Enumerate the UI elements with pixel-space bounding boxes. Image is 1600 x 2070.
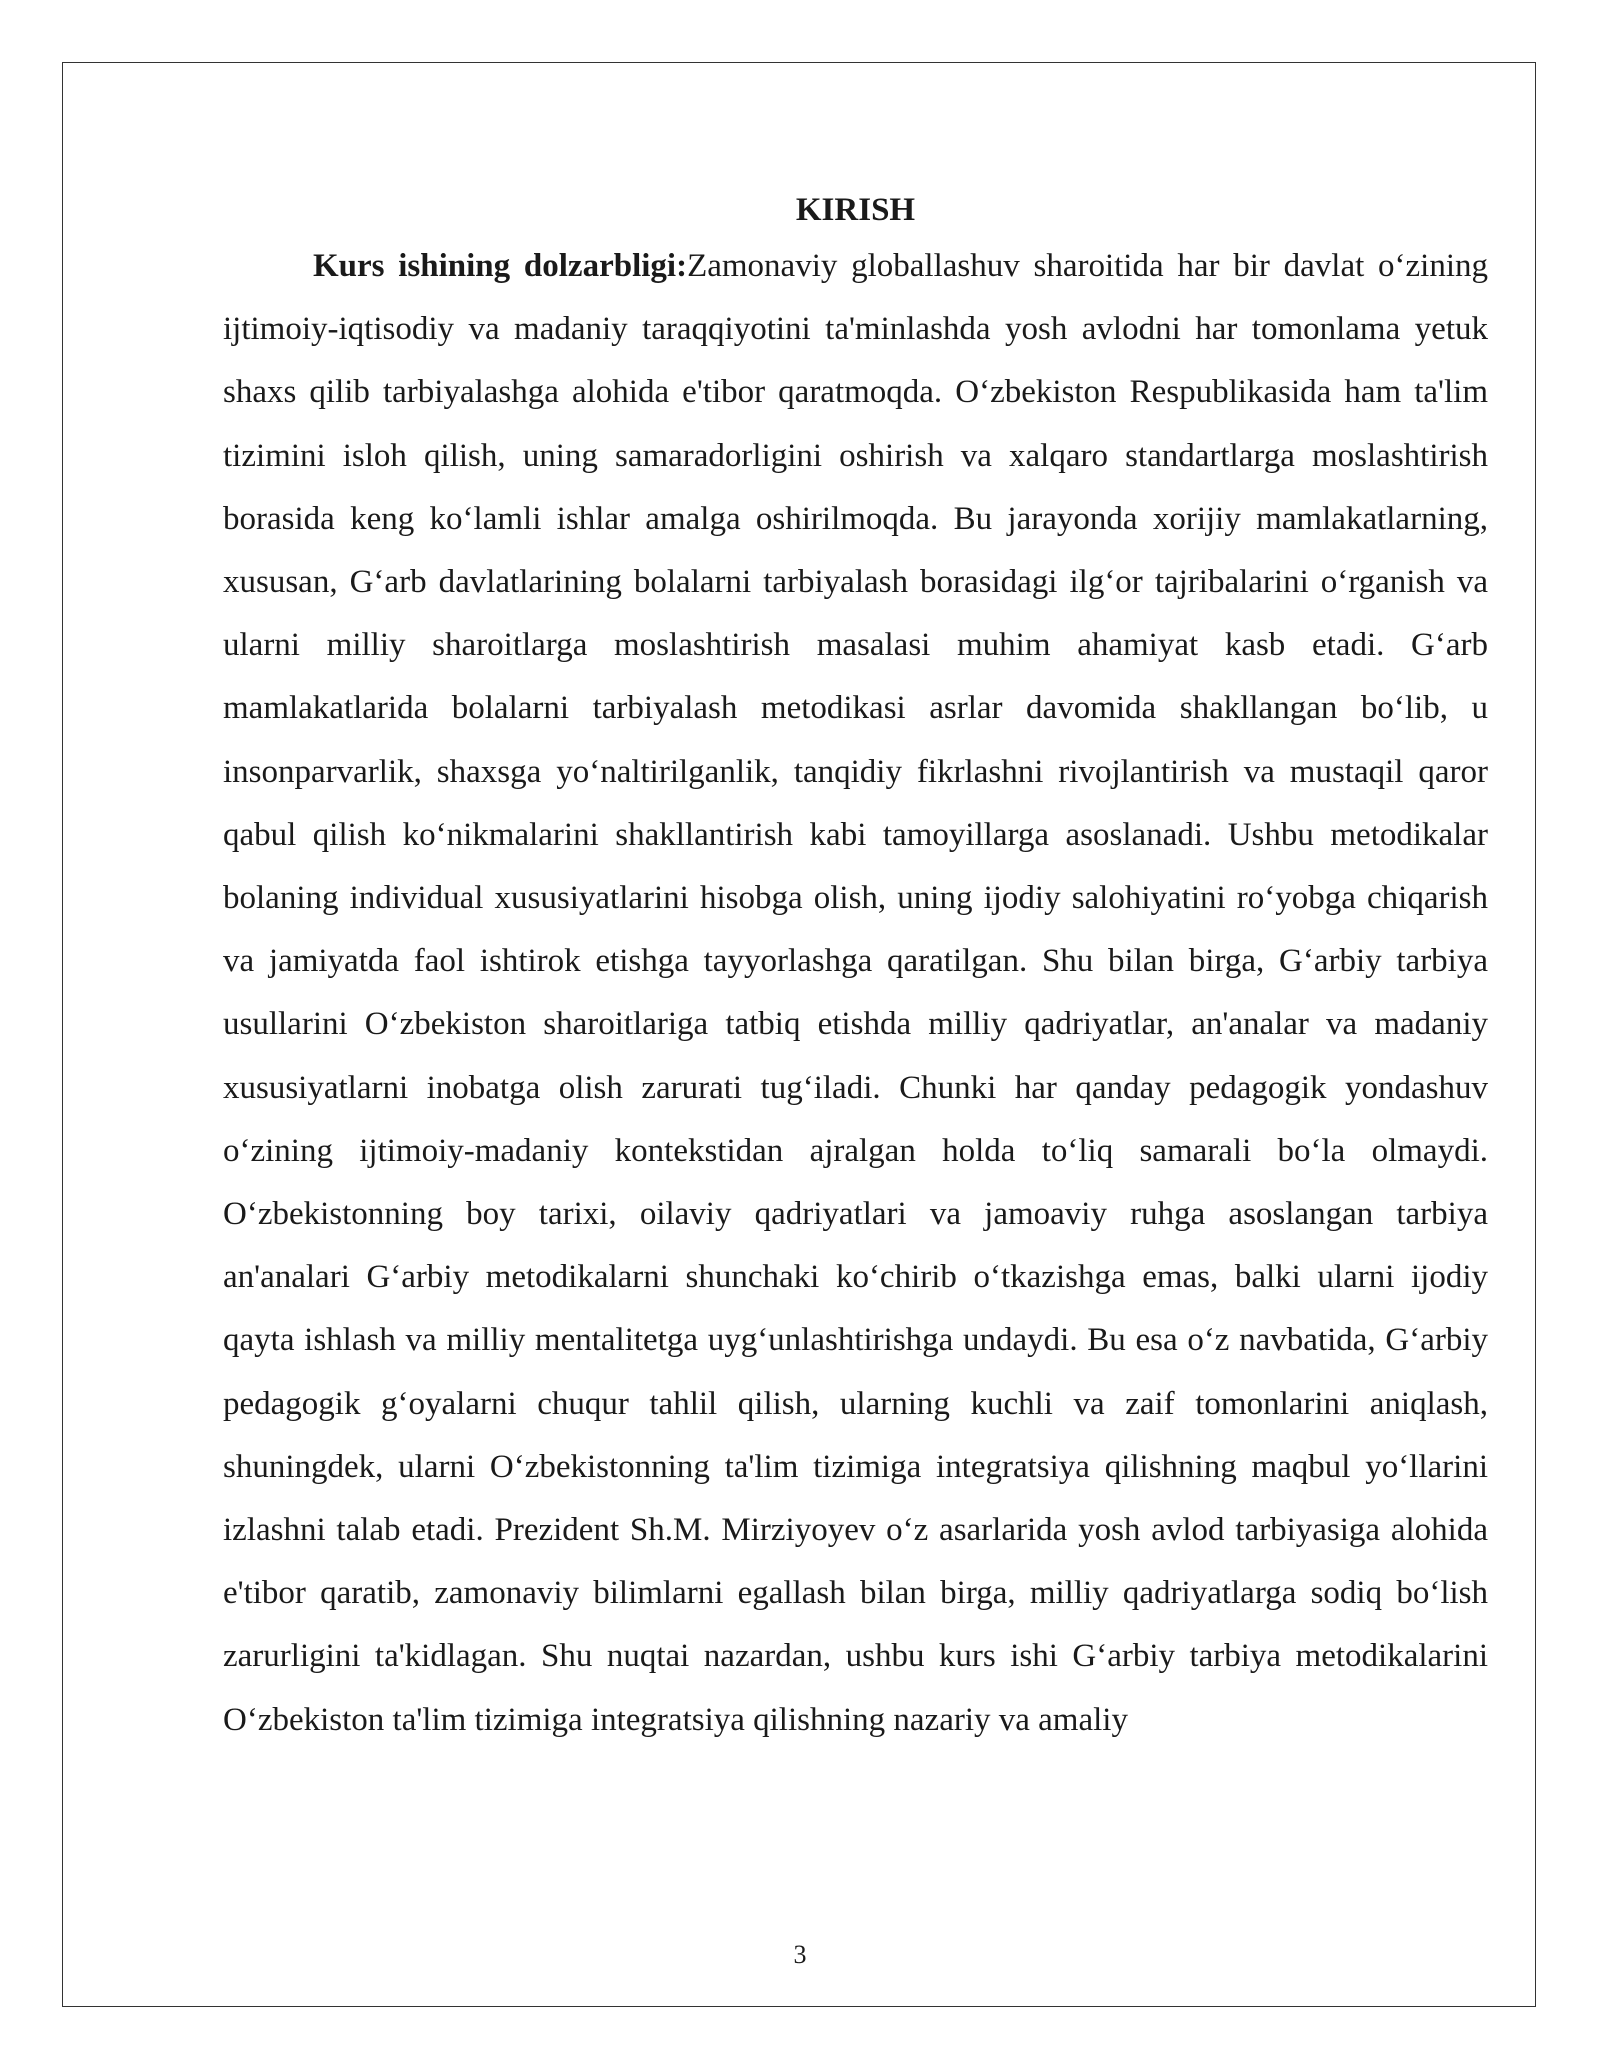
page-number: 3 [793,1940,807,1969]
section-title: KIRISH [795,192,916,228]
body-text: Zamonaviy globallashuv sharoitida har bir davlat oʻzining ijtimoiy-iqtisodiy va madaniy taraqqiyotini ta'minlashda yosh avlodni har tomonlama yetuk shaxs qilib tarbiyalashga alohida e'tibor qaratmoqda. Oʻzbekiston Respublikasida ham ta'lim tizimini isloh qilish, uning samaradorligini oshirish va xalqaro standartlarga moslashtirish borasida keng koʻlamli ishlar amalga oshirilmoqda. Bu jarayonda xorijiy mamlakatlarning, xususan, Gʻarb davlatlarining bolalarni tarbiyalash borasidagi ilgʻor tajribalarini oʻrganish va ularni milliy sharoitlarga moslashtirish masalasi muhim ahamiyat kasb etadi. Gʻarb mamlakatlarida bolalarni tarbiyalash metodikasi asrlar davomida shakllangan boʻlib, u insonparvarlik, shaxsga yoʻnaltirilganlik, tanqidiy fikrlashni rivojlantirish va mustaqil qaror qabul qilish koʻnikmalarini shakllantirish kabi tamoyillarga asoslanadi. Ushbu metodikalar bolaning individual xususiyatlarini hisobga olish, uning ijodiy salohiyatini roʻyobga chiqarish va jamiyatda faol ishtirok etishga tayyorlashga qaratilgan. Shu bilan birga, Gʻarbiy tarbiya usullarini Oʻzbekiston sharoitlariga tatbiq etishda milliy qadriyatlar, an'analar va madaniy xususiyatlarni inobatga olish zarurati tugʻiladi. Chunki har qanday pedagogik yondashuv oʻzining ijtimoiy-madaniy kontekstidan ajralgan holda toʻliq samarali boʻla olmaydi. Oʻzbekistonning boy tarixi, oilaviy qadriyatlari va jamoaviy ruhga asoslangan tarbiya an'analari Gʻarbiy metodikalarni shunchaki koʻchirib oʻtkazishga emas, balki ularni ijodiy qayta ishlash va milliy mentalitetga uygʻunlashtirishga undaydi. Bu esa oʻz navbatida, Gʻarbiy pedagogik gʻoyalarni chuqur tahlil qilish, ularning kuchli va zaif tomonlarini aniqlash, shuningdek, ularni Oʻzbekistonning ta'lim tizimiga integratsiya qilishning maqbul yoʻllarini izlashni talab etadi. Prezident Sh.M. Mirziyoyev oʻz asarlarida yosh avlod tarbiyasiga alohida e'tibor qaratib, zamonaviy bilimlarni egallash bilan birga, milliy qadriyatlarga sodiq boʻlish zarurligini ta'kidlagan. Shu nuqtai nazardan, ushbu kurs ishi Gʻarbiy tarbiya metodikalarini Oʻzbekiston ta'lim tizimiga integratsiya qilishning nazariy va amaliy [223,248,1488,1738]
lead-label: Kurs ishining dolzarbligi: [313,248,688,284]
body-paragraph [223,235,1488,1752]
page-content [223,185,1488,1752]
